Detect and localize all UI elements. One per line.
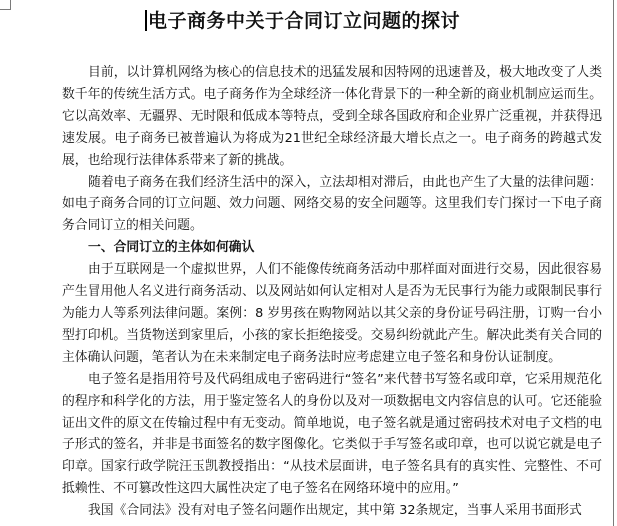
paragraph-intro[interactable]: 目前，以计算机网络为核心的信息技术的迅猛发展和因特网的迅速普及，极大地改变了人类数千年的传统生活方式。电子商务作为全球经济一体化背景下的一种全新的商业机制应运而生。它以高效率、无疆界、无时限和低成本等特点，受到全球各国政府和企业界广泛重视，并获得迅速发展。电子商务已被普遍认为将成为21世纪全球经济最大增长点之一。电子商务的跨越式发展，也给现行法律体系带来了新的挑战。 — [62, 65, 602, 168]
paragraph-contract-law[interactable]: 我国《合同法》没有对电子签名问题作出规定，其中第 32条规定，当事人采用书面形式 — [88, 503, 582, 519]
document-body[interactable] — [62, 62, 602, 522]
section-heading[interactable]: 一、合同订立的主体如何确认 — [88, 240, 255, 256]
text-cursor — [145, 10, 147, 31]
document-title[interactable]: 电子商务中关于合同订立问题的探讨 — [148, 10, 461, 32]
paragraph-virtual-world[interactable]: 由于互联网是一个虚拟世界，人们不能像传统商务活动中那样面对面进行交易，因此很容易产生冒用他人名义进行商务活动、以及网站如何认定相对人是否为无民事行为能力或限制民事行为能力人等系列法律问题。案例：8 岁男孩在购物网站以其父亲的身份证号码注册，订购一台小型打印机。当货物送到家里后，小孩的家长拒绝接受。交易纠纷就此产生。解决此类有关合同的主体确认问题，笔者认为在未来制定电子商务法时应考虑建立电子签名和身份认证制度。 — [62, 262, 602, 365]
paragraph-background[interactable]: 随着电子商务在我们经济生活中的深入，立法却相对滞后，由此也产生了大量的法律问题：如电子商务合同的订立问题、效力问题、网络交易的安全问题等。这里我们专门探讨一下电子商务合同订立的相关问题。 — [62, 174, 602, 234]
paragraph-electronic-signature[interactable]: 电子签名是指用符号及代码组成电子密码进行“签名”来代替书写签名或印章，它采用规范化的程序和科学化的方法，用于鉴定签名人的身份以及对一项数据电文内容信息的认可。它还能验证出文件的原文在传输过程中有无变动。简单地说，电子签名就是通过密码技术对电子文档的电子形式的签名，并非是书面签名的数字图像化。它类似于手写签名或印章，也可以说它就是电子印章。国家行政学院汪玉凯教授指出：“从技术层面讲，电子签名具有的真实性、完整性、不可抵赖性、不可篡改性这四大属性决定了电子签名在网络环境中的应用。” — [62, 371, 602, 497]
page-corner-mark — [0, 0, 11, 10]
page-right-border — [613, 0, 614, 526]
